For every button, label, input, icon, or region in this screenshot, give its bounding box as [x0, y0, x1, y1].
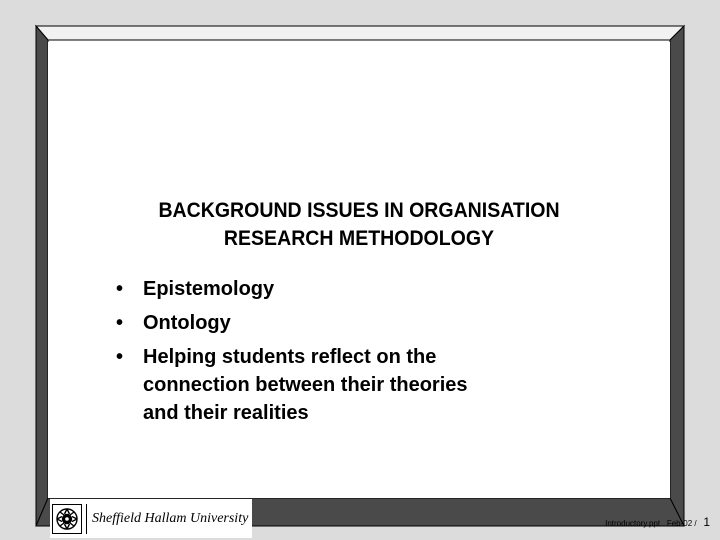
bullet-dot: • — [116, 312, 124, 334]
bullet-text-line-2: connection between their theories — [143, 374, 468, 396]
slide-content — [48, 42, 670, 498]
slide-footer-info — [470, 515, 710, 529]
logo-divider — [86, 504, 87, 534]
bullet-text: Epistemology — [143, 278, 275, 300]
bullet-text: Ontology — [143, 312, 231, 334]
date-label: Feb-02 / — [666, 519, 697, 528]
logo-text: Sheffield Hallam University — [92, 510, 249, 526]
university-logo — [50, 499, 252, 538]
bullet-list — [114, 275, 634, 433]
bullet-item — [114, 275, 634, 303]
title-line-2: RESEARCH METHODOLOGY — [223, 227, 495, 250]
file-label: Introductory.ppt — [605, 519, 661, 528]
bullet-text-line-3: and their realities — [143, 402, 309, 424]
bullet-text-line-1: Helping students reflect on the — [143, 346, 437, 368]
bullet-item — [114, 309, 634, 337]
slide-title — [70, 197, 648, 253]
page-number: 1 — [703, 515, 710, 529]
bullet-item — [114, 343, 634, 427]
rose-emblem-icon — [52, 504, 82, 534]
bullet-dot: • — [116, 278, 124, 300]
title-line-1: BACKGROUND ISSUES IN ORGANISATION — [158, 199, 560, 222]
bullet-dot: • — [116, 346, 124, 368]
